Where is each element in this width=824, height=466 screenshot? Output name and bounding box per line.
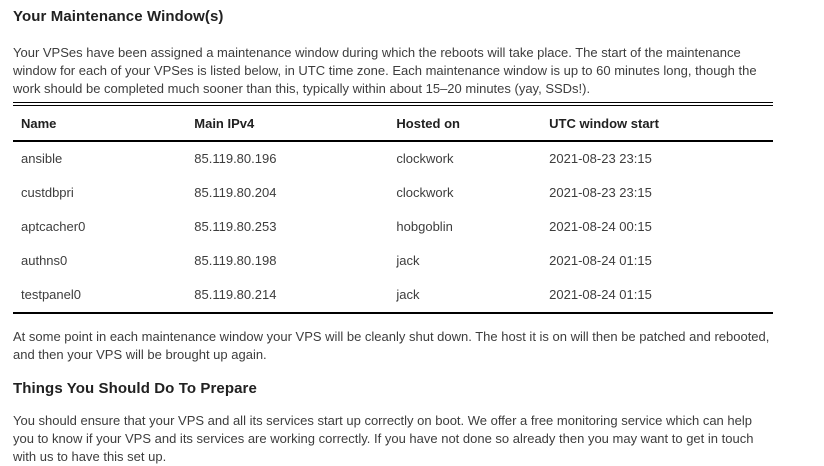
column-header-window: UTC window start	[541, 104, 773, 141]
vps-ip-cell: 85.119.80.214	[194, 287, 277, 302]
maintenance-windows-table	[13, 102, 773, 314]
vps-host-cell: clockwork	[396, 151, 454, 166]
vps-host-cell: hobgoblin	[396, 219, 453, 234]
vps-ip-cell: 85.119.80.204	[194, 185, 277, 200]
table-header	[13, 104, 773, 141]
vps-window-cell: 2021-08-24 01:15	[549, 287, 652, 302]
table-body	[13, 141, 773, 313]
table-row	[13, 141, 773, 176]
vps-window-cell: 2021-08-24 01:15	[549, 253, 652, 268]
maintenance-intro-paragraph: Your VPSes have been assigned a maintenance window during which the reboots will take place. The start of the maintenance window for each of your VPSes is listed below, in UTC time zone. Each maintenance window is up to 60 minutes long, though the work should be completed much sooner than this, typically within about 15–20 minutes (yay, SSDs!).	[13, 45, 757, 96]
vps-host-cell: jack	[396, 287, 420, 302]
column-header-name: Name	[13, 104, 186, 141]
prepare-heading: Things You Should Do To Prepare	[13, 380, 257, 397]
vps-name-cell: aptcacher0	[21, 219, 86, 234]
table-row	[13, 210, 773, 244]
vps-name-cell: testpanel0	[21, 287, 81, 302]
vps-ip-cell: 85.119.80.198	[194, 253, 277, 268]
vps-ip-cell: 85.119.80.196	[194, 151, 277, 166]
table-row	[13, 244, 773, 278]
column-header-ipv4: Main IPv4	[186, 104, 388, 141]
table-row	[13, 176, 773, 210]
vps-window-cell: 2021-08-24 00:15	[549, 219, 652, 234]
vps-window-cell: 2021-08-23 23:15	[549, 151, 652, 166]
table-row	[13, 278, 773, 313]
maintenance-windows-heading: Your Maintenance Window(s)	[13, 8, 224, 25]
table-header-row	[13, 104, 773, 141]
vps-window-cell: 2021-08-23 23:15	[549, 185, 652, 200]
vps-name-cell: authns0	[21, 253, 68, 268]
column-header-host: Hosted on	[388, 104, 541, 141]
prepare-paragraph: You should ensure that your VPS and all its services start up correctly on boot. We offer a free monitoring service which can help you to know if your VPS and its services are working correctly. If you have not done so already then you may want to get in touch with us to have this set up.	[13, 413, 754, 464]
vps-host-cell: jack	[396, 253, 420, 268]
vps-host-cell: clockwork	[396, 185, 454, 200]
vps-name-cell: ansible	[21, 151, 63, 166]
shutdown-explanation-paragraph: At some point in each maintenance window your VPS will be cleanly shut down. The host it is on will then be patched and rebooted, and then your VPS will be brought up again.	[13, 329, 770, 362]
vps-name-cell: custdbpri	[21, 185, 74, 200]
vps-ip-cell: 85.119.80.253	[194, 219, 277, 234]
